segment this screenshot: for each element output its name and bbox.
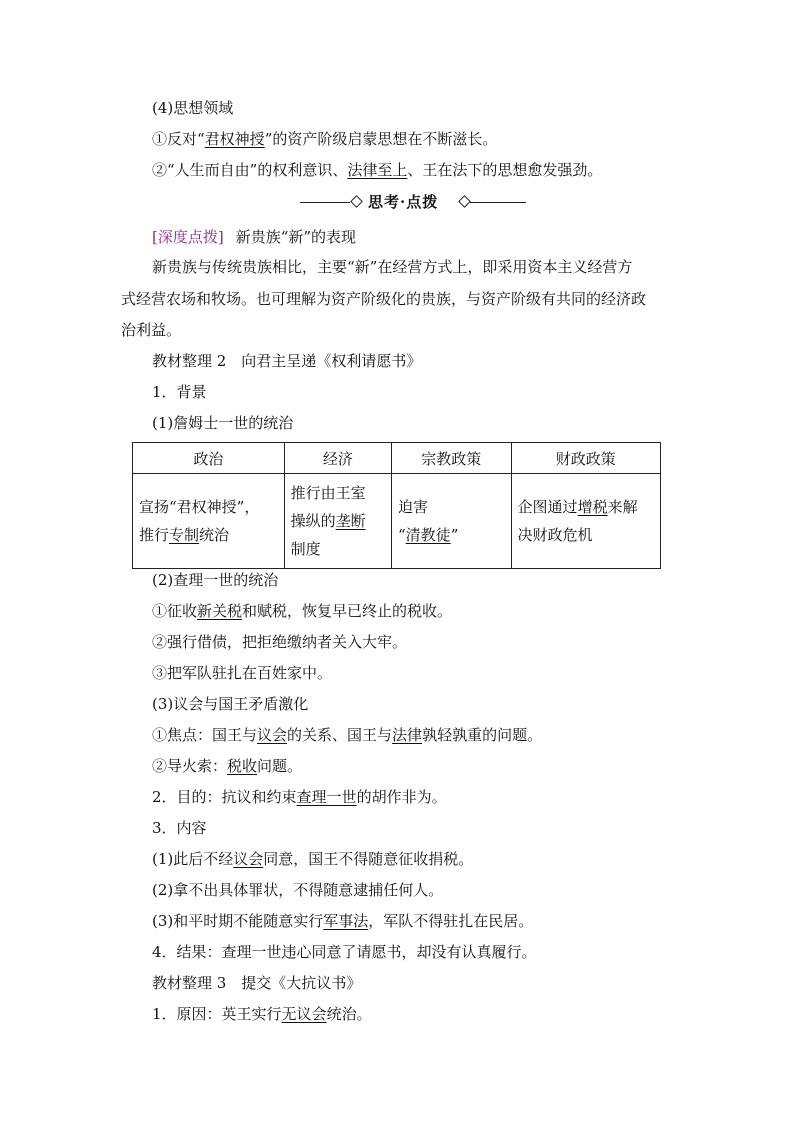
content-item-1: (1)此后不经议会同意，国王不得随意征收捐税。	[152, 850, 474, 868]
section-divider	[300, 192, 526, 212]
header-economy: 经济	[284, 443, 391, 474]
charles-item-3: ③把军队驻扎在百姓家中。	[152, 664, 333, 682]
keyword-divine-right: 君权神授	[204, 130, 265, 148]
james-policy-table	[132, 442, 661, 569]
cell-politics: 宣扬“君权神授”， 推行专制统治	[133, 474, 285, 569]
insight-heading-line	[152, 227, 356, 247]
header-politics: 政治	[133, 443, 285, 474]
james-title: (1)詹姆士一世的统治	[152, 414, 294, 432]
insight-paragraph-line-1: 新贵族与传统贵族相比，主要“新”在经营方式上，即采用资本主义经营方	[152, 258, 633, 276]
reason-line: 1．原因：英王实行无议会统治。	[152, 1005, 372, 1023]
insight-paragraph-line-3: 治利益。	[121, 321, 182, 339]
charles-title: (2)查理一世的统治	[152, 571, 279, 589]
conflict-item-2: ②导火索：税收问题。	[152, 757, 303, 775]
result-line: 4．结果：查理一世违心同意了请愿书，却没有认真履行。	[152, 943, 537, 961]
content-title: 3．内容	[152, 819, 207, 837]
section-thought-title: (4)思想领域	[152, 99, 234, 117]
charles-item-2: ②强行借债，把拒绝缴纳者关入大牢。	[152, 633, 408, 651]
cell-religion: 迫害 “清教徒”	[392, 474, 512, 569]
divider-label: 思考·点拨	[368, 193, 439, 211]
table-row	[133, 474, 661, 569]
divider-rule-right	[470, 202, 526, 203]
cell-economy: 推行由王室 操纵的垄断 制度	[284, 474, 391, 569]
header-religion: 宗教政策	[392, 443, 512, 474]
thought-item-2: ②“人生而自由”的权利意识、法律至上、王在法下的思想愈发强劲。	[152, 161, 603, 179]
charles-item-1: ①征收新关税和赋税，恢复早已终止的税收。	[152, 602, 453, 620]
background-title: 1．背景	[152, 383, 207, 401]
cell-finance: 企图通过增税来解 决财政危机	[511, 474, 660, 569]
diamond-left-icon	[350, 195, 363, 208]
divider-rule-left	[300, 202, 350, 203]
table-header-row	[133, 443, 661, 474]
material-3-heading: 教材整理 3 提交《大抗议书》	[152, 974, 362, 992]
insight-heading: 新贵族“新”的表现	[235, 228, 357, 246]
insight-paragraph-line-2: 式经营农场和牧场。也可理解为资产阶级化的贵族，与资产阶级有共同的经济政	[121, 290, 647, 308]
header-finance: 财政政策	[511, 443, 660, 474]
insight-tag: [深度点拨]	[152, 228, 224, 246]
material-2-heading: 教材整理 2 向君主呈递《权利请愿书》	[152, 352, 422, 370]
content-item-2: (2)拿不出具体罪状，不得随意逮捕任何人。	[152, 881, 444, 899]
thought-item-1: ①反对“君权神授”的资产阶级启蒙思想在不断滋长。	[152, 130, 498, 148]
goal-line: 2．目的：抗议和约束查理一世的胡作非为。	[152, 788, 447, 806]
conflict-item-1: ①焦点：国王与议会的关系、国王与法律孰轻孰重的问题。	[152, 726, 543, 744]
diamond-right-icon	[458, 195, 471, 208]
keyword-law-supremacy: 法律至上	[347, 161, 408, 179]
conflict-title: (3)议会与国王矛盾激化	[152, 695, 309, 713]
content-item-3: (3)和平时期不能随意实行军事法，军队不得驻扎在民居。	[152, 912, 534, 930]
